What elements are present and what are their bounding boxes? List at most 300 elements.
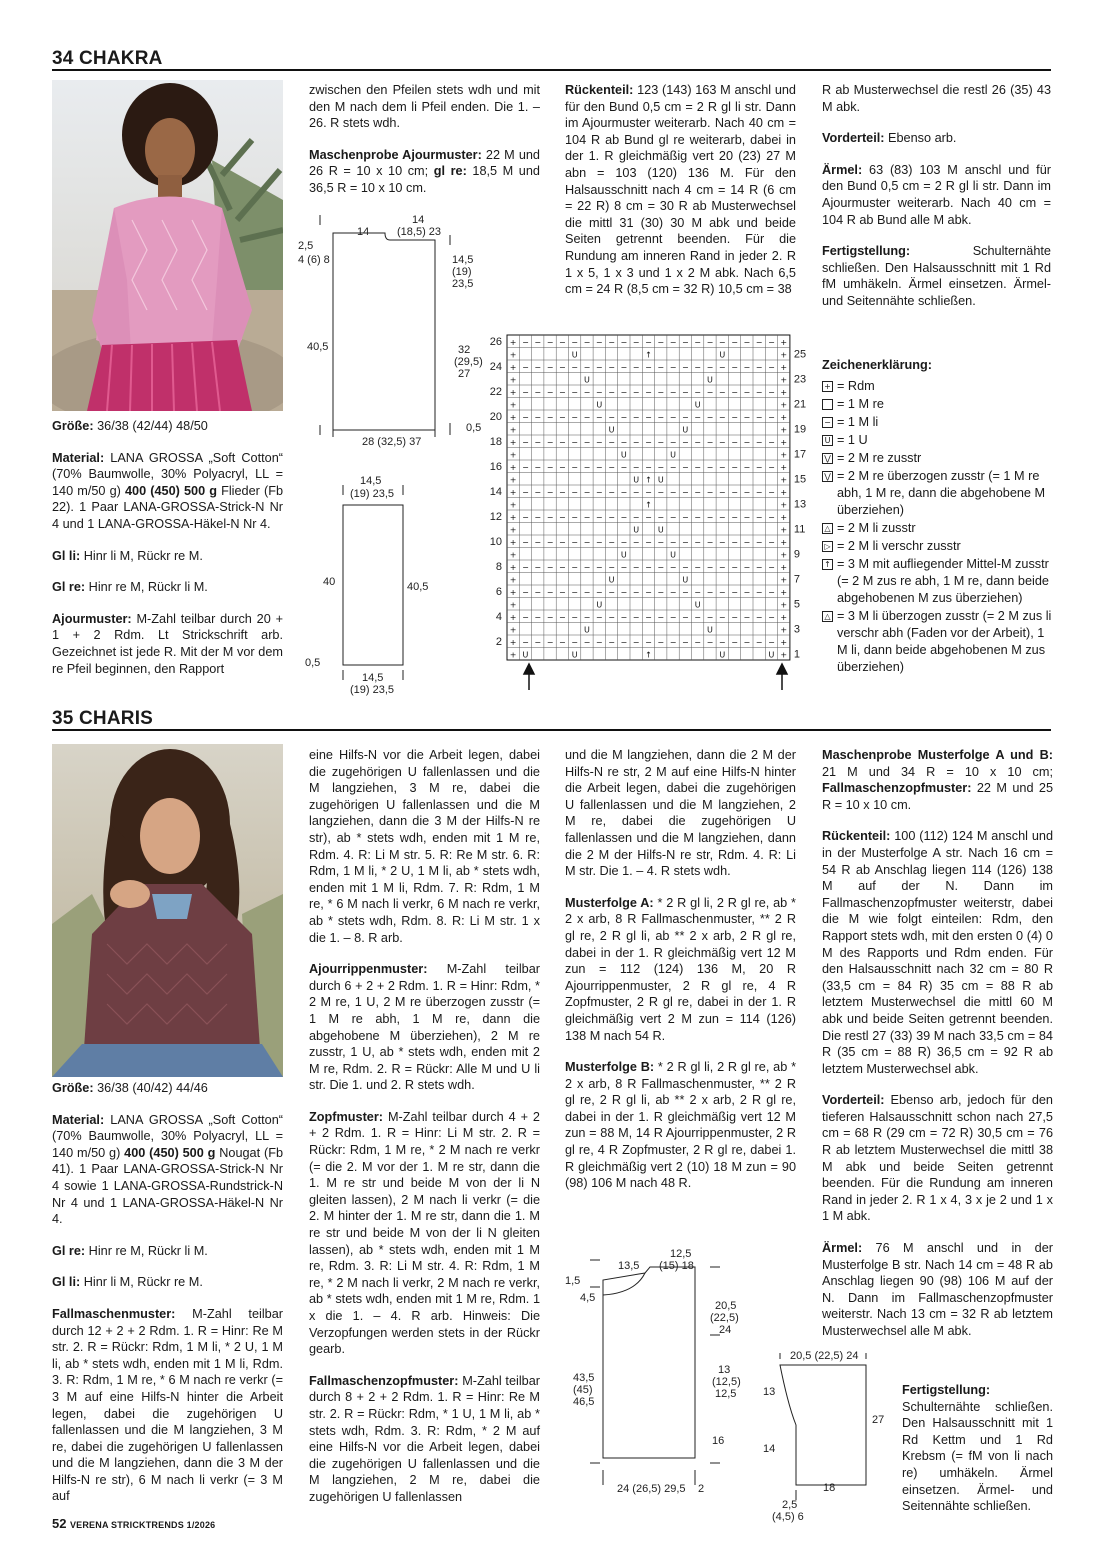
chart-stitch-symbol: − <box>534 562 542 572</box>
chart-stitch-symbol: − <box>522 412 529 422</box>
chart-stitch-symbol: − <box>718 637 726 647</box>
chart-stitch-symbol: − <box>731 387 738 397</box>
dim-label: (15) 18 <box>659 1260 694 1272</box>
dim-label: 13 <box>718 1364 731 1376</box>
chart-stitch-symbol: ↑ <box>645 350 652 360</box>
chart-stitch-symbol: − <box>743 612 751 622</box>
chart-stitch-symbol: − <box>632 512 640 522</box>
dim-label: 27 <box>458 368 471 380</box>
title-rule-34 <box>52 69 1051 71</box>
chart-stitch-symbol: U <box>719 650 726 660</box>
chart-row-number: 2 <box>495 636 502 648</box>
arrow-right-head <box>777 664 787 674</box>
chart-stitch-symbol: − <box>681 337 689 347</box>
chart-stitch-symbol: − <box>645 637 652 647</box>
legend-text: = 3 M li überzogen zusstr (= 2 M zus li verschr abh (Faden vor der Arbeit), 1 M li, dann beide abgehobenen M zus überziehen) <box>837 608 1052 674</box>
chart-row-number: 21 <box>793 398 807 411</box>
chart-row-number: 5 <box>793 598 801 611</box>
chart-stitch-symbol: + <box>509 400 517 410</box>
chart-stitch-symbol: − <box>583 337 591 347</box>
chart-stitch-symbol: − <box>534 362 542 372</box>
chart-stitch-symbol: − <box>620 362 628 372</box>
chart-stitch-symbol: − <box>522 512 529 522</box>
dim-label: 14,5 <box>362 672 384 684</box>
chart-stitch-symbol: − <box>645 487 652 497</box>
size-35: Größe: 36/38 (40/42) 44/46 <box>52 1081 208 1095</box>
chart-stitch-symbol: + <box>780 562 788 572</box>
chart-stitch-symbol: − <box>620 612 628 622</box>
chart-stitch-symbol: U <box>596 400 603 410</box>
dim-label: 24 (26,5) 29,5 <box>617 1483 686 1495</box>
chart-stitch-symbol: − <box>620 437 628 447</box>
dim-label: 28 (32,5) 37 <box>362 436 422 448</box>
chart-stitch-symbol: − <box>657 637 665 647</box>
chart-stitch-symbol: + <box>509 337 517 347</box>
chart-stitch-symbol: − <box>706 362 714 372</box>
chart-stitch-symbol: − <box>706 612 714 622</box>
chart-stitch-symbol: U <box>657 475 664 485</box>
chart-stitch-symbol: − <box>534 387 542 397</box>
chart-stitch-symbol: − <box>694 512 702 522</box>
chart-stitch-symbol: − <box>657 487 665 497</box>
chart-stitch-symbol: − <box>608 562 615 572</box>
chart-stitch-symbol: − <box>669 437 677 447</box>
chart-stitch-symbol: − <box>595 437 603 447</box>
chart-stitch-symbol: − <box>632 587 640 597</box>
chart-stitch-symbol: − <box>645 612 652 622</box>
chart-stitch-symbol: − <box>558 362 566 372</box>
chart-stitch-symbol: − <box>706 537 714 547</box>
chart-stitch-symbol: − <box>706 462 714 472</box>
chart-stitch-symbol: − <box>522 387 529 397</box>
chart-stitch-symbol: − <box>743 487 751 497</box>
aermel-34: Ärmel: 63 (83) 103 M anschl und für den Bund 0,5 cm = 2 R gl li str. Dann im Ajourmuster weiterarb. Nach 40 cm = 104 R ab Bund alle M abk. <box>822 162 1051 227</box>
dim-label: (12,5) <box>712 1376 741 1388</box>
chart-stitch-symbol: − <box>522 637 529 647</box>
chart-stitch-symbol: − <box>546 537 554 547</box>
chart-stitch-symbol: + <box>509 375 517 385</box>
chart-stitch-symbol: − <box>694 587 702 597</box>
dim-label: 18 <box>823 1482 836 1494</box>
chart-stitch-symbol: U <box>522 650 529 660</box>
chart-stitch-symbol: − <box>657 537 665 547</box>
dim-label: 20,5 <box>715 1300 737 1312</box>
chart-stitch-symbol: + <box>780 512 788 522</box>
chart-stitch-symbol: U <box>682 425 689 435</box>
dim-label: 32 <box>458 344 471 356</box>
dim-label: 24 <box>719 1324 732 1336</box>
dim-label: 23,5 <box>452 278 474 290</box>
chart-stitch-symbol: − <box>632 387 640 397</box>
legend-symbol-icon: ▷ <box>822 541 833 552</box>
chart-stitch-symbol: − <box>583 562 591 572</box>
chart-stitch-symbol: − <box>558 412 566 422</box>
chart-stitch-symbol: − <box>768 387 775 397</box>
chart-stitch-symbol: − <box>706 387 714 397</box>
chart-row-number: 15 <box>793 473 807 486</box>
chart-stitch-symbol: − <box>571 587 579 597</box>
chart-stitch-symbol: − <box>731 412 738 422</box>
chart-stitch-symbol: − <box>681 612 689 622</box>
aermel-35: Ärmel: 76 M anschl und in der Musterfolge B str. Nach 14 cm = 48 R ab Anschlag liegen 90 (98) 106 M auf der N. Dann im Fallmaschenzopfmuster weiterstr. Nach 13 cm = 32 R ab letztem Musterwechsel alle M abk. <box>822 1241 1053 1338</box>
mfb-35: Musterfolge B: * 2 R gl li, 2 R gl re, ab * 2 x arb, 8 R Fallmaschenmuster, ** 2 R gl re, 2 R gl li, ab ** 2 x arb, 2 R gl re, dabei in der 1. R gleichmäßig vert 12 M zun = 88 M, 14 R Ajourrippenmuster, 2 R gl re, 4 R Zopfmuster, 2 R gl re, dabei 1. R gleichmäßig vert 2 (10) 18 M zun = 90 (98) 106 M nach 48 R. <box>565 1060 797 1191</box>
chart-stitch-symbol: − <box>558 437 566 447</box>
col4-35 <box>822 747 1053 1355</box>
fall-cont-35: eine Hilfs-N vor die Arbeit legen, dabei die zugehörigen U fallenlassen und die M langziehen, 3 M re, dabei die zugehörigen U fallenlassen und die M langziehen, dann die 3 M der Hilfs-N re str), ab * stets wdh, enden mit 1 M re, Rdm. 4. R: Li M str. 5. R: Re M str. 6. R: Rdm, 1 M li, * 2 U, 1 M li, ab * stets wdh, enden mit 1 M li, Rdm. 7. R: Rdm, 1 M re, * 6 M nach li verkr, 6 M nach re verkr, ab * stets wdh, Rdm. 8. R: Li M str. 1 x die 1. – 8. R arb. <box>309 748 540 945</box>
chart-stitch-symbol: − <box>534 637 542 647</box>
chart-stitch-symbol: − <box>731 437 738 447</box>
chart-stitch-symbol: − <box>681 387 689 397</box>
glre-34: Gl re: Hinr re M, Rückr li M. <box>52 580 208 595</box>
col4-34 <box>822 82 1051 325</box>
chart-row-number: 19 <box>793 423 807 436</box>
chart-stitch-symbol: − <box>608 337 615 347</box>
chart-stitch-symbol: + <box>509 487 517 497</box>
glre-35: Gl re: Hinr re M, Rückr li M. <box>52 1243 208 1258</box>
chart-stitch-symbol: U <box>670 550 676 560</box>
col3-34 <box>565 82 796 313</box>
chart-stitch-symbol: + <box>780 500 788 510</box>
dim-label: 14 <box>357 226 370 238</box>
dim-label: 2,5 <box>298 240 314 252</box>
legend-item <box>822 519 1054 537</box>
dim-label: (4,5) 6 <box>772 1511 804 1523</box>
chart-stitch-symbol: − <box>608 512 615 522</box>
chart-stitch-symbol: − <box>681 637 689 647</box>
chart-stitch-symbol: − <box>571 637 579 647</box>
chart-stitch-symbol: − <box>657 612 665 622</box>
chart-stitch-symbol: − <box>558 612 566 622</box>
chart-stitch-symbol: − <box>706 487 714 497</box>
chart-stitch-symbol: − <box>669 387 677 397</box>
zopf-35: Zopfmuster: M-Zahl teilbar durch 4 + 2 + 2 Rdm. 1. R = Hinr: Li M str. 2. R = Rückr: Rdm, 1 M re, * 2 M nach re verkr (= die 2. M vor der 1. M re str, dann die 1. M re str und beide M von der li N gleiten lassen), 2 M nach li verkr (= die 2. M hinter der 1. M re str, dann die 1. M re str und beide M von der li N gleiten lassen), ab * stets wdh, enden mit 1 M re, Rdm. 3. R: Li M str. 4. R: Rdm, 1 M re, * 2 M nach li verkr, 2 M nach re verkr, ab * stets wdh, enden mit 1 M re, Rdm. 1 x die 1. – 4. R arb. Hinweis: Die Verzopfungen werden stets in der Rückr gearb. <box>309 1109 540 1357</box>
ajrip-35: Ajourrippenmuster: M-Zahl teilbar durch 6 + 2 + 2 Rdm. 1. R = Hinr: Rdm, * 2 M re, 1 U, 2 M re überzogen zusstr (= 1 M re abh, 1 M re, dann die abgehobene M überziehen), 2 M re zusstr, 1 U, ab * stets wdh, enden mit 2 M re, Rdm. 2. R = Rückr: Alle M und U li str. Die 1. und 2. R stets wdh. <box>309 962 540 1093</box>
probe-35: Maschenprobe Musterfolge A und B: 21 M und 34 R = 10 x 10 cm; Fallmaschenzopfmuster: 22 M und 25 R = 10 x 10 cm. <box>822 748 1053 812</box>
chart-stitch-symbol: − <box>608 462 615 472</box>
chart-row-number: 18 <box>489 436 502 448</box>
chart-stitch-symbol: − <box>595 512 603 522</box>
chart-row-number: 4 <box>495 611 502 623</box>
chart-stitch-symbol: − <box>694 487 702 497</box>
chart-stitch-symbol: − <box>522 562 529 572</box>
chart-stitch-symbol: − <box>681 537 689 547</box>
dim-label: (29,5) <box>454 356 483 368</box>
arrow-left-head <box>524 664 534 674</box>
chart-stitch-symbol: − <box>657 412 665 422</box>
chart-stitch-symbol: − <box>583 462 591 472</box>
chart-stitch-symbol: − <box>632 612 640 622</box>
dim-label: 13,5 <box>618 1260 640 1272</box>
chart-stitch-symbol: − <box>743 637 751 647</box>
chart-stitch-symbol: − <box>558 562 566 572</box>
legend-symbol-icon: ⋁ <box>822 453 833 464</box>
section-title-35: 35 CHARIS <box>52 708 154 729</box>
chart-stitch-symbol: U <box>670 450 676 460</box>
chart-stitch-symbol: − <box>731 587 738 597</box>
chart-stitch-symbol: − <box>583 612 591 622</box>
schematic-sleeve-34 <box>300 470 450 700</box>
chart-stitch-symbol: − <box>571 612 579 622</box>
chart-stitch-symbol: − <box>768 587 775 597</box>
chart-stitch-symbol: − <box>755 562 763 572</box>
chart-stitch-symbol: − <box>645 462 652 472</box>
chart-stitch-symbol: − <box>645 437 652 447</box>
chart-stitch-symbol: − <box>558 637 566 647</box>
chart-stitch-symbol: − <box>632 437 640 447</box>
dim-label: 12,5 <box>670 1248 692 1260</box>
rest-34: R ab Musterwechsel die restl 26 (35) 43 M abk. <box>822 83 1051 114</box>
chart-stitch-symbol: − <box>632 537 640 547</box>
chart-stitch-symbol: − <box>718 462 726 472</box>
chart-stitch-symbol: + <box>780 362 788 372</box>
dim-label: (19) 23,5 <box>350 684 395 696</box>
dim-label: (18,5) 23 <box>397 226 442 238</box>
legend-text: = 2 M re überzogen zusstr (= 1 M re abh, 1 M re, dann die abgehobene M überziehen) <box>837 468 1046 517</box>
chart-stitch-symbol: − <box>595 637 603 647</box>
chart-stitch-symbol: − <box>681 487 689 497</box>
chart-stitch-symbol: − <box>546 387 554 397</box>
chart-stitch-symbol: − <box>620 637 628 647</box>
dim-label: 43,5 <box>573 1372 595 1384</box>
back-outline <box>333 233 435 430</box>
chart-stitch-symbol: − <box>718 562 726 572</box>
chart-stitch-symbol: + <box>780 637 788 647</box>
chart-stitch-symbol: − <box>755 637 763 647</box>
chart-stitch-symbol: − <box>718 337 726 347</box>
chart-stitch-symbol: − <box>731 637 738 647</box>
chart-stitch-symbol: − <box>694 412 702 422</box>
chart-stitch-symbol: − <box>583 512 591 522</box>
chart-stitch-symbol: − <box>694 562 702 572</box>
dim-label: (22,5) <box>710 1312 739 1324</box>
chart-stitch-symbol: − <box>546 437 554 447</box>
chart-stitch-symbol: − <box>522 537 529 547</box>
chart-row-number: 16 <box>489 461 502 473</box>
chart-stitch-symbol: − <box>657 587 665 597</box>
chart-stitch-symbol: − <box>755 612 763 622</box>
chart-stitch-symbol: − <box>571 487 579 497</box>
dim-label: 46,5 <box>573 1396 595 1408</box>
chart-stitch-symbol: − <box>595 337 603 347</box>
chart-stitch-symbol: − <box>694 437 702 447</box>
chart-stitch-symbol: − <box>768 362 775 372</box>
chart-stitch-symbol: − <box>731 512 738 522</box>
chart-row-number: 9 <box>793 548 801 561</box>
chart-stitch-symbol: − <box>694 637 702 647</box>
chart-stitch-symbol: − <box>657 512 665 522</box>
chart-stitch-symbol: − <box>645 362 652 372</box>
chart-row-number: 13 <box>793 498 807 511</box>
chart-stitch-symbol: − <box>768 412 775 422</box>
chart-stitch-symbol: − <box>743 387 751 397</box>
dim-label: (45) <box>573 1384 593 1396</box>
chart-stitch-symbol: − <box>743 587 751 597</box>
chart-stitch-symbol: − <box>731 462 738 472</box>
chart-stitch-symbol: − <box>534 537 542 547</box>
legend-symbol-icon: △ <box>822 611 833 622</box>
glli-35: Gl li: Hinr li M, Rückr re M. <box>52 1275 203 1290</box>
chart-stitch-symbol: − <box>620 387 628 397</box>
chart-stitch-symbol: − <box>706 587 714 597</box>
chart-stitch-symbol: + <box>509 525 517 535</box>
chart-stitch-symbol: + <box>780 600 788 610</box>
chart-stitch-symbol: − <box>608 637 615 647</box>
chart-stitch-symbol: − <box>645 587 652 597</box>
legend-text: = Rdm <box>837 378 875 393</box>
chart-stitch-symbol: − <box>608 362 615 372</box>
page-footer <box>52 1516 215 1531</box>
chart-stitch-symbol: − <box>558 587 566 597</box>
col1-34 <box>52 418 283 692</box>
dim-label: 4 (6) 8 <box>298 254 330 266</box>
chart-stitch-symbol: U <box>768 650 775 660</box>
legend-text: = 2 M re zusstr <box>837 450 922 465</box>
dim-label: 16 <box>712 1435 725 1447</box>
chart-stitch-symbol: U <box>719 350 726 360</box>
chart-stitch-symbol: − <box>583 387 591 397</box>
chart-stitch-symbol: + <box>780 525 788 535</box>
chart-stitch-symbol: − <box>694 337 702 347</box>
chart-stitch-symbol: − <box>706 562 714 572</box>
chart-stitch-symbol: − <box>620 537 628 547</box>
chart-stitch-symbol: − <box>595 612 603 622</box>
chart-stitch-symbol: − <box>743 562 751 572</box>
chart-row-number: 20 <box>489 411 502 423</box>
legend-34 <box>822 356 1054 676</box>
chart-stitch-symbol: + <box>780 612 788 622</box>
dim-label: (19) <box>452 266 472 278</box>
chart-stitch-symbol: − <box>620 562 628 572</box>
col2-34 <box>309 82 540 212</box>
vorder-34: Vorderteil: Ebenso arb. <box>822 131 957 146</box>
chart-stitch-symbol: − <box>522 437 529 447</box>
chart-stitch-symbol: + <box>509 575 517 585</box>
chart-stitch-symbol: − <box>669 612 677 622</box>
fzopf-35: Fallmaschenzopfmuster: M-Zahl teilbar durch 8 + 2 + 2 Rdm. 1. R = Hinr: Re M str. 2. R = Rückr: Rdm, * 1 U, 1 M li, ab * stets wdh, Rdm. 3. R: Rdm, * 2 M auf eine Hilfs-N vor die Arbeit legen, dabei die zugehörigen U fallenlassen und die M langziehen, 2 M re, dabei die zugehörigen U fallenlassen <box>309 1373 540 1504</box>
chart-stitch-symbol: − <box>657 387 665 397</box>
chart-stitch-symbol: + <box>780 575 788 585</box>
legend-item <box>822 607 1054 676</box>
chart-stitch-symbol: − <box>669 412 677 422</box>
chart-row-number: 12 <box>489 511 502 523</box>
chart-stitch-symbol: − <box>731 337 738 347</box>
dim-label: 20,5 (22,5) 24 <box>790 1350 859 1362</box>
legend-text: = 1 M re <box>837 396 884 411</box>
chart-stitch-symbol: − <box>731 562 738 572</box>
chart-stitch-symbol: − <box>768 437 775 447</box>
chart-stitch-symbol: − <box>755 362 763 372</box>
chart-stitch-symbol: + <box>509 600 517 610</box>
chart-stitch-symbol: + <box>780 425 788 435</box>
chart-stitch-symbol: − <box>632 562 640 572</box>
chart-stitch-symbol: + <box>780 487 788 497</box>
chart-stitch-symbol: U <box>596 600 603 610</box>
chart-stitch-symbol: − <box>669 487 677 497</box>
chart-row-number: 14 <box>489 486 502 498</box>
chart-stitch-symbol: − <box>681 362 689 372</box>
title-rule-35 <box>52 729 1051 731</box>
chart-stitch-symbol: − <box>731 487 738 497</box>
chart-stitch-symbol: + <box>509 512 517 522</box>
chart-stitch-symbol: − <box>755 337 763 347</box>
col1-35 <box>52 1080 283 1520</box>
chart-stitch-symbol: − <box>645 337 652 347</box>
chart-stitch-symbol: U <box>707 375 713 385</box>
chart-stitch-symbol: + <box>780 450 788 460</box>
chart-stitch-symbol: − <box>522 362 529 372</box>
chart-stitch-symbol: + <box>780 350 788 360</box>
chart-stitch-symbol: − <box>718 487 726 497</box>
chart-stitch-symbol: − <box>546 612 554 622</box>
legend-symbol-icon: ↑ <box>822 559 833 570</box>
chart-stitch-symbol: − <box>645 412 652 422</box>
dim-label: 27 <box>872 1414 885 1426</box>
chart-stitch-symbol: − <box>768 637 775 647</box>
chart-stitch-symbol: − <box>743 337 751 347</box>
chart-stitch-symbol: − <box>522 587 529 597</box>
dim-label: 4,5 <box>580 1292 596 1304</box>
chart-stitch-symbol: − <box>669 562 677 572</box>
chart-stitch-symbol: − <box>620 512 628 522</box>
chart-row-number: 7 <box>793 573 801 586</box>
chart-stitch-symbol: U <box>682 575 689 585</box>
chart-stitch-symbol: + <box>509 450 517 460</box>
chart-stitch-symbol: + <box>509 437 517 447</box>
fall-35: Fallmaschenmuster: M-Zahl teilbar durch 12 + 2 + 2 Rdm. 1. R = Hinr: Re M str. 2. R = Rückr: Rdm, 1 M li, * 2 U, 1 M li, ab * stets wdh, enden mit 1 M li, Rdm. 3. R: Rdm, 1 M re, * 6 M nach re verkr (= 3 M auf eine Hilfs-N hinter die Arbeit legen, dabei die zugehörigen U fallenlassen und die M langziehen, 3 M re, dabei die zugehörigen U fallenlassen und die M langziehen, dann die 3 M der Hilfs-N re str), 6 M nach li verkr (= 3 M auf <box>52 1306 283 1504</box>
chart-stitch-symbol: − <box>755 462 763 472</box>
chart-stitch-symbol: + <box>509 537 517 547</box>
chart-stitch-symbol: U <box>584 625 590 635</box>
dim-label: 14 <box>412 214 425 226</box>
chart-stitch-symbol: − <box>571 337 579 347</box>
chart-stitch-symbol: − <box>571 512 579 522</box>
chart-stitch-symbol: − <box>595 587 603 597</box>
chart-row-number: 25 <box>793 348 807 361</box>
chart-stitch-symbol: − <box>681 462 689 472</box>
chart-stitch-symbol: − <box>681 412 689 422</box>
chart-stitch-symbol: + <box>780 437 788 447</box>
chart-stitch-symbol: − <box>743 412 751 422</box>
chart-stitch-symbol: − <box>743 362 751 372</box>
chart-stitch-symbol: − <box>583 437 591 447</box>
chart-stitch-symbol: − <box>743 537 751 547</box>
chart-stitch-symbol: − <box>546 412 554 422</box>
chart-stitch-symbol: + <box>780 625 788 635</box>
chart-stitch-symbol: − <box>546 562 554 572</box>
chart-row-number: 1 <box>793 648 801 661</box>
chart-stitch-symbol: − <box>546 462 554 472</box>
chart-stitch-symbol: − <box>546 637 554 647</box>
chart-stitch-symbol: + <box>509 637 517 647</box>
mfa-35: Musterfolge A: * 2 R gl li, 2 R gl re, ab * 2 x arb, 8 R Fallmaschenmuster, ** 2 R gl re, 2 R gl li, ab ** 2 x arb, 2 R gl re, dabei in der 1. R gleichmäßig vert 12 M zun = 112 (124) 136 M, 20 R Ajourrippenmuster, 2 R gl re, 4 R Zopfmuster, 2 R gl re, dabei in der 1. R gleichmäßig vert 2 M zun = 114 (126) 138 M nach 54 R. <box>565 895 796 1043</box>
chart-stitch-symbol: − <box>731 612 738 622</box>
chart-row-number: 24 <box>489 361 502 373</box>
chart-stitch-symbol: − <box>706 412 714 422</box>
chart-stitch-symbol: − <box>571 537 579 547</box>
chart-stitch-symbol: − <box>558 337 566 347</box>
chart-stitch-symbol: − <box>632 412 640 422</box>
chart-stitch-symbol: − <box>681 512 689 522</box>
chart-stitch-symbol: − <box>558 387 566 397</box>
chart-stitch-symbol: + <box>509 625 517 635</box>
chart-stitch-symbol: − <box>755 487 763 497</box>
chart-stitch-symbol: − <box>620 587 628 597</box>
chart-row-number: 11 <box>793 523 806 536</box>
dim-label: (19) 23,5 <box>350 488 395 500</box>
chart-stitch-symbol: − <box>681 562 689 572</box>
chart-row-number: 3 <box>793 623 801 636</box>
chart-stitch-symbol: − <box>534 337 542 347</box>
